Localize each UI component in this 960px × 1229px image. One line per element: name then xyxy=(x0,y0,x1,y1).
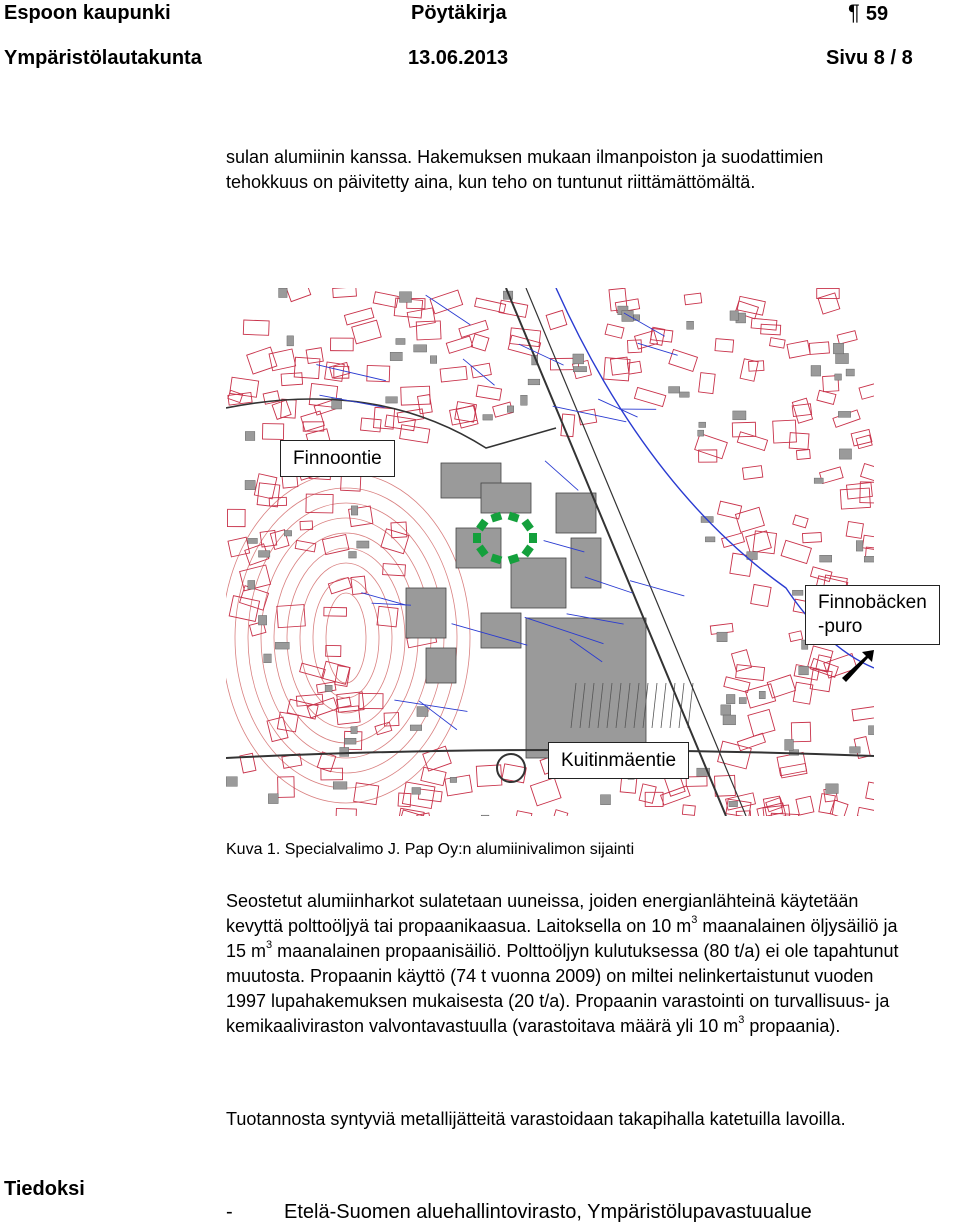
property-plot xyxy=(354,783,379,805)
house xyxy=(325,685,332,691)
property-plot xyxy=(446,336,472,353)
arrow-icon xyxy=(836,648,876,684)
property-plot xyxy=(780,764,807,778)
property-plot xyxy=(361,418,382,432)
house xyxy=(759,691,765,698)
house xyxy=(284,531,291,537)
house xyxy=(811,366,821,377)
property-plot xyxy=(639,784,656,803)
contour-line xyxy=(300,563,392,713)
property-plot xyxy=(397,810,423,816)
water-pipe xyxy=(316,365,385,381)
property-plot xyxy=(793,682,813,704)
industrial-building xyxy=(481,483,531,513)
property-plot xyxy=(499,300,528,317)
property-plot xyxy=(718,501,742,519)
p1-text-a: Seostetut alumiinharkot sulatetaan uuneissa, joiden energianlähteinä käytetään kevyttä polttoöljyä tai propaanikaasua. Laitoksella on 10 m xyxy=(226,891,859,936)
house xyxy=(705,537,715,542)
house xyxy=(340,747,349,756)
house xyxy=(357,541,369,548)
property-plot xyxy=(732,422,755,437)
house xyxy=(450,777,457,782)
property-plot xyxy=(770,338,786,349)
property-plot xyxy=(810,567,831,582)
house xyxy=(258,615,266,625)
property-plot xyxy=(773,420,797,443)
house xyxy=(729,801,738,806)
house xyxy=(333,782,347,789)
property-plot xyxy=(753,531,777,554)
property-plot xyxy=(278,777,295,798)
p1-text-d: propaania). xyxy=(744,1016,841,1036)
site-marker xyxy=(521,545,533,558)
parking-line xyxy=(652,683,657,728)
water-pipe xyxy=(372,603,411,605)
property-plot xyxy=(695,433,728,458)
property-plot xyxy=(682,805,695,815)
property-plot xyxy=(471,334,489,351)
property-plot xyxy=(578,409,596,425)
property-plot xyxy=(735,507,764,532)
house xyxy=(430,356,436,364)
property-plot xyxy=(287,699,318,719)
house xyxy=(279,288,288,297)
property-plot xyxy=(326,645,341,656)
property-plot xyxy=(352,320,382,344)
house xyxy=(349,551,357,558)
house xyxy=(792,590,803,595)
property-plot xyxy=(787,341,810,359)
property-plot xyxy=(796,796,814,815)
property-plot xyxy=(383,564,406,576)
property-plot xyxy=(257,483,280,507)
property-plot xyxy=(846,483,872,499)
section-number-value: 59 xyxy=(865,3,889,25)
house xyxy=(799,666,809,675)
attachments-heading: Tiedoksi xyxy=(4,1178,85,1200)
house xyxy=(846,369,854,376)
property-plot xyxy=(793,515,808,528)
property-plot xyxy=(459,320,488,337)
property-plot xyxy=(724,677,750,693)
property-plot xyxy=(837,331,857,344)
org-name: Espoon kaupunki xyxy=(4,2,171,24)
attachment-item xyxy=(226,1201,812,1224)
property-plot xyxy=(471,363,491,378)
property-plot xyxy=(781,540,811,563)
house xyxy=(864,556,874,562)
figure-caption: Kuva 1. Specialvalimo J. Pap Oy:n alumiinivalimon sijainti xyxy=(226,841,635,858)
property-plot xyxy=(686,776,707,786)
property-plot xyxy=(336,808,356,816)
house xyxy=(287,336,294,346)
house xyxy=(814,478,823,483)
property-plot xyxy=(336,706,360,725)
property-plot xyxy=(307,698,337,718)
property-plot xyxy=(243,320,269,335)
property-plot xyxy=(227,509,245,526)
property-plot xyxy=(802,533,821,543)
doc-type: Pöytäkirja xyxy=(411,2,507,24)
house xyxy=(699,422,706,427)
property-plot xyxy=(791,722,810,742)
site-marker xyxy=(521,519,533,532)
property-plot xyxy=(401,386,430,405)
house xyxy=(698,430,704,436)
house xyxy=(268,794,278,804)
house xyxy=(679,392,689,397)
property-plot xyxy=(746,531,772,554)
property-plot xyxy=(857,807,874,816)
house xyxy=(521,395,528,405)
p1-text-c: maanalainen propaanisäiliö. Polttoöljyn kulutuksessa (80 t/a) ei ole tapahtunut muutosta. Propaanin käyttö (74 t vuonna 2009) on miltei nelinkertaistunut vuoden 1997 lupahakemuksen mukaisesta (20 t/a). Propaanin varastointi on turvallisuus- ja kemikaaliviraston valvontavastuulla (varastoitava määrä yli 10 m xyxy=(226,941,899,1036)
property-plot xyxy=(351,576,366,594)
property-plot xyxy=(669,349,698,371)
property-plot xyxy=(736,665,765,681)
house xyxy=(622,311,633,322)
property-plot xyxy=(324,607,347,616)
house xyxy=(785,739,794,750)
property-plot xyxy=(262,424,283,440)
property-plot xyxy=(296,694,323,706)
property-plot xyxy=(715,775,736,796)
house xyxy=(351,727,357,734)
house xyxy=(838,411,850,417)
property-plot xyxy=(322,535,349,555)
house xyxy=(483,415,493,421)
property-plot xyxy=(286,288,310,302)
p1-sup-b: 3 xyxy=(266,939,273,951)
industrial-building xyxy=(406,588,446,638)
committee-name: Ympäristölautakunta xyxy=(4,47,202,69)
house xyxy=(410,725,422,731)
body-paragraph-1 xyxy=(226,889,906,1039)
site-marker xyxy=(529,533,537,543)
house xyxy=(836,353,849,363)
property-plot xyxy=(476,765,502,787)
house xyxy=(856,541,863,551)
house xyxy=(826,784,838,794)
water-pipe xyxy=(426,295,471,325)
section-number xyxy=(848,0,888,26)
intro-paragraph: sulan alumiinin kanssa. Hakemuksen mukaan ilmanpoiston ja suodattimien tehokkuus on päivitetty aina, kun teho on tuntunut riittämättömältä. xyxy=(226,147,824,192)
house xyxy=(726,694,735,703)
property-plot xyxy=(546,310,567,329)
property-plot xyxy=(373,292,398,308)
water-pipe xyxy=(598,399,637,417)
property-plot xyxy=(852,706,874,721)
property-plot xyxy=(862,535,874,552)
property-plot xyxy=(228,390,243,402)
house xyxy=(390,352,402,360)
attachment-text: Etelä-Suomen aluehallintovirasto, Ympäristölupavastuualue xyxy=(284,1201,812,1223)
map-label-kuitinmaentie: Kuitinmäentie xyxy=(548,742,689,779)
house xyxy=(835,374,842,380)
map-label-finnobacken-line2: -puro xyxy=(818,616,863,637)
property-plot xyxy=(514,811,532,816)
industrial-building xyxy=(426,648,456,683)
property-plot xyxy=(229,596,259,622)
property-plot xyxy=(333,288,357,298)
property-plot xyxy=(751,584,771,606)
property-plot xyxy=(455,402,477,423)
property-plot xyxy=(306,348,323,364)
house xyxy=(344,738,356,744)
house xyxy=(226,777,237,787)
property-plot xyxy=(331,338,354,351)
house xyxy=(721,705,731,715)
property-plot xyxy=(792,398,812,423)
property-plot xyxy=(228,537,250,557)
property-plot xyxy=(634,387,665,406)
house xyxy=(351,506,358,515)
house xyxy=(275,642,289,649)
attachment-dash: - xyxy=(226,1201,233,1223)
property-plot xyxy=(552,810,568,816)
property-plot xyxy=(628,340,642,353)
property-plot xyxy=(699,373,716,394)
property-plot xyxy=(866,782,874,802)
property-plot xyxy=(809,342,829,355)
property-plot xyxy=(294,357,320,378)
house xyxy=(417,707,428,717)
industrial-building xyxy=(556,493,596,533)
house xyxy=(248,538,258,543)
property-plot xyxy=(300,663,326,678)
house xyxy=(481,815,489,816)
property-plot xyxy=(846,521,863,538)
property-plot xyxy=(610,357,629,375)
property-plot xyxy=(748,709,775,736)
property-plot xyxy=(510,328,541,347)
property-plot xyxy=(377,606,398,627)
property-plot xyxy=(859,382,874,400)
property-plot xyxy=(400,425,430,443)
property-plot xyxy=(817,390,836,404)
section-mark: ¶ xyxy=(848,0,860,25)
property-plot xyxy=(731,650,751,672)
water-pipe xyxy=(624,313,665,336)
house xyxy=(687,321,694,329)
house xyxy=(573,366,586,371)
property-plot xyxy=(818,293,840,314)
industrial-building xyxy=(481,613,521,648)
house xyxy=(396,338,405,344)
parking-line xyxy=(688,683,693,728)
house xyxy=(573,354,584,364)
property-plot xyxy=(295,540,316,551)
site-map-drawing xyxy=(226,288,874,816)
house xyxy=(739,698,746,704)
property-plot xyxy=(737,432,767,451)
house xyxy=(833,343,843,354)
contour-line xyxy=(326,593,366,683)
water-pipe xyxy=(630,581,684,596)
property-plot xyxy=(337,697,351,708)
house xyxy=(258,551,269,558)
house xyxy=(414,345,427,352)
property-plot xyxy=(737,733,765,750)
page-number: Sivu 8 / 8 xyxy=(826,47,913,69)
property-plot xyxy=(306,494,333,513)
property-plot xyxy=(430,290,463,314)
site-marker xyxy=(473,533,481,543)
property-plot xyxy=(742,466,762,480)
property-plot xyxy=(796,450,810,460)
parking-line xyxy=(661,683,666,728)
p1-text-b: maanalainen öljysäiliö ja 15 m xyxy=(226,916,898,961)
house xyxy=(248,580,255,589)
property-plot xyxy=(440,366,467,382)
house xyxy=(528,379,540,385)
property-plot xyxy=(605,324,624,338)
property-plot xyxy=(230,377,259,397)
property-plot xyxy=(445,775,472,796)
house xyxy=(399,292,411,303)
water-pipe xyxy=(545,461,578,491)
house xyxy=(669,387,680,393)
map-label-finnobacken xyxy=(805,585,940,645)
map-label-finnoontie: Finnoontie xyxy=(280,440,395,477)
meeting-date: 13.06.2013 xyxy=(408,47,509,69)
house xyxy=(245,480,255,489)
map-label-finnobacken-line1: Finnobäcken xyxy=(818,592,927,613)
water-pipe xyxy=(638,343,678,355)
house xyxy=(634,315,640,321)
property-plot xyxy=(715,339,734,352)
house xyxy=(730,311,738,321)
property-plot xyxy=(684,293,701,305)
p1-sup-c: 3 xyxy=(738,1014,745,1026)
house xyxy=(600,795,610,805)
house xyxy=(733,411,746,420)
house xyxy=(717,632,727,642)
house xyxy=(820,555,832,562)
house xyxy=(507,406,514,412)
property-plot xyxy=(281,373,302,386)
contour-line xyxy=(261,518,431,758)
water-pipe xyxy=(463,359,495,385)
house xyxy=(850,747,861,753)
property-plot xyxy=(254,474,277,499)
body-paragraph-2: Tuotannosta syntyviä metallijätteitä varastoidaan takapihalla katetuilla lavoilla. xyxy=(226,1109,846,1129)
property-plot xyxy=(418,789,442,802)
contour-line xyxy=(313,578,379,698)
property-plot xyxy=(789,631,803,642)
p1-sup-a: 3 xyxy=(691,914,698,926)
property-plot xyxy=(530,778,561,806)
property-plot xyxy=(373,407,394,429)
property-plot xyxy=(661,786,691,805)
property-plot xyxy=(718,741,752,769)
house xyxy=(723,715,736,725)
house xyxy=(386,397,398,403)
property-plot xyxy=(604,358,630,381)
house xyxy=(868,726,874,735)
property-plot xyxy=(421,767,446,785)
property-plot xyxy=(476,385,501,400)
industrial-building xyxy=(526,618,646,758)
water-pipe xyxy=(519,344,564,365)
house xyxy=(412,788,421,795)
industrial-building xyxy=(511,558,566,608)
house xyxy=(245,431,255,440)
house xyxy=(839,449,851,459)
property-plot xyxy=(789,433,809,450)
site-map xyxy=(226,288,874,816)
property-plot xyxy=(737,296,765,315)
house xyxy=(264,654,272,663)
property-plot xyxy=(328,577,351,593)
